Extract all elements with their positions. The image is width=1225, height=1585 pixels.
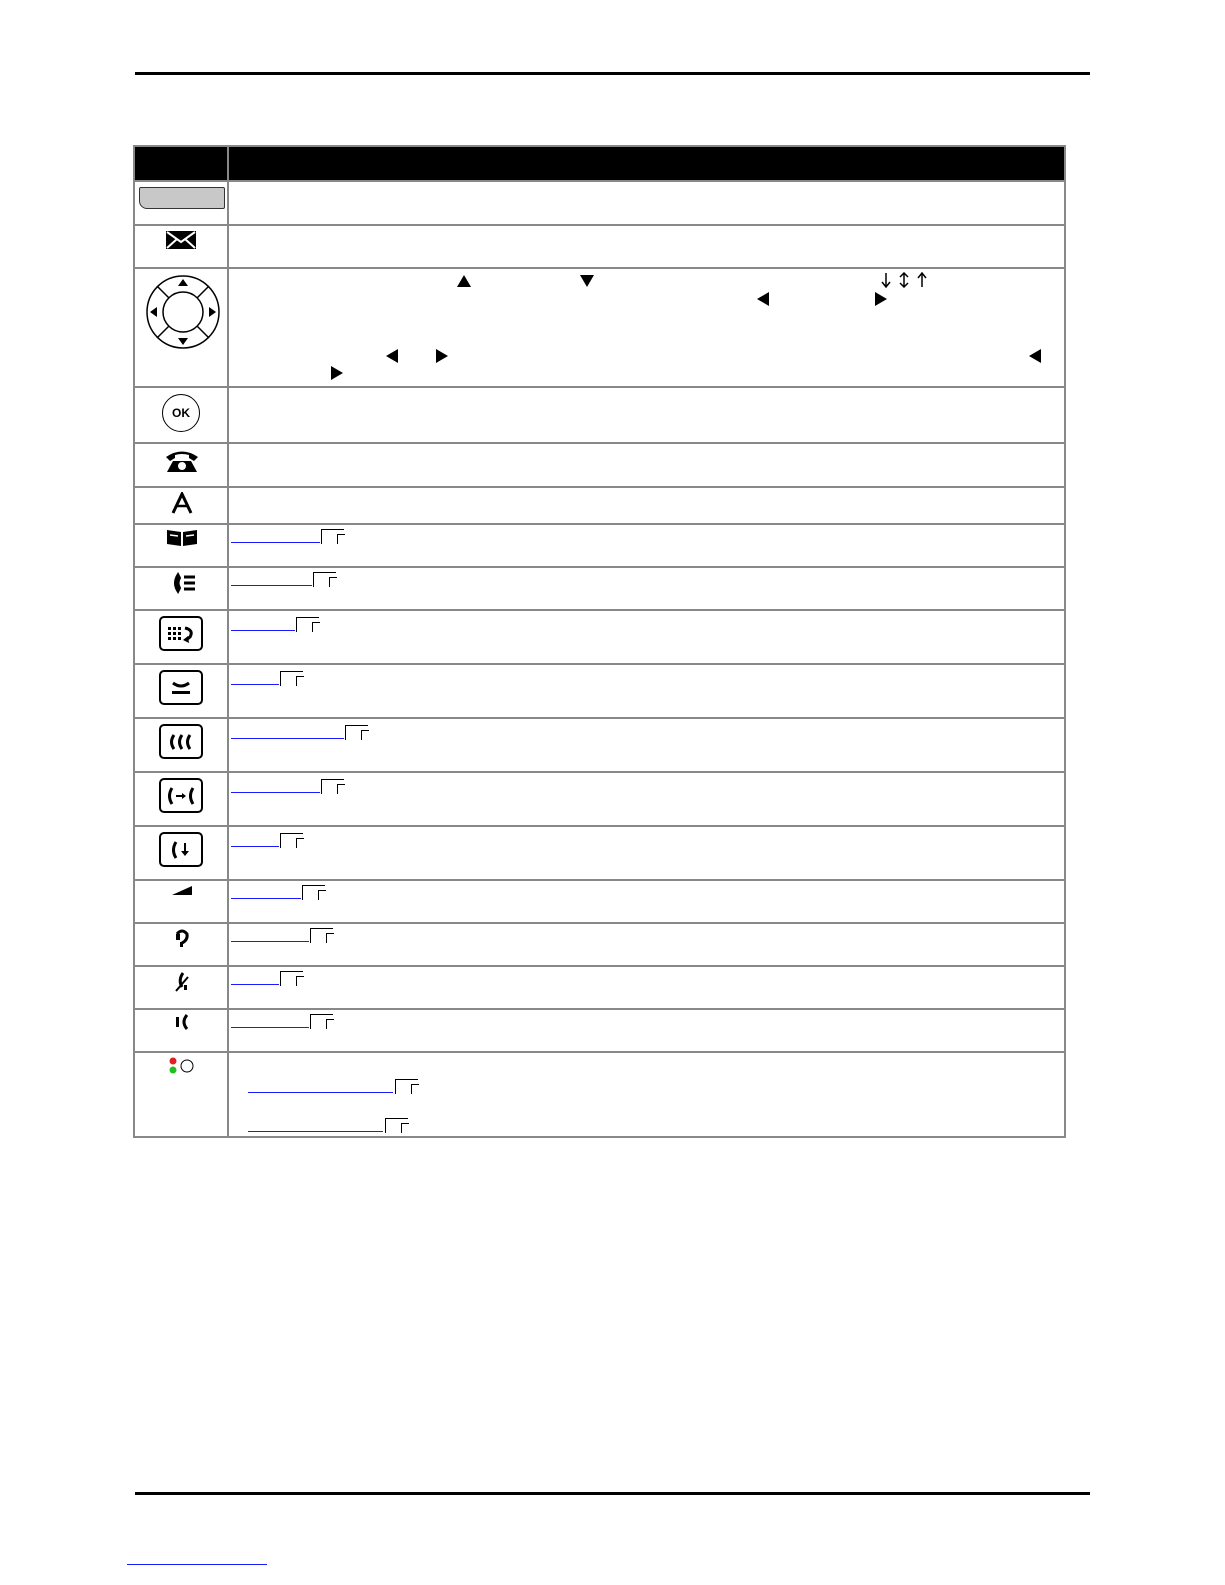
header-rule [135,72,1090,75]
help-link[interactable] [248,1092,393,1093]
table-row [134,524,1065,567]
page-reference-icon [310,1014,333,1029]
left-arrow-icon [1029,349,1041,363]
table-row [134,181,1065,225]
up-arrow-icon [457,275,471,287]
column-header-description [228,146,1065,181]
page-reference-icon [280,833,303,848]
ok-button-icon: OK [162,394,200,432]
hold-icon [159,670,203,705]
help-link[interactable] [231,898,301,899]
down-arrow-icon [580,275,594,287]
page-reference-icon [345,725,368,740]
table-row [134,1052,1065,1137]
help-link[interactable] [231,1027,309,1028]
page-reference-icon [280,671,303,686]
soft-key-icon [139,187,225,209]
page-reference-icon [280,971,303,986]
phone-handset-icon [164,448,200,474]
contacts-book-icon [166,528,198,548]
headset-icon [174,928,190,950]
footer-link[interactable] [127,1564,267,1565]
table-row [134,225,1065,268]
left-arrow-icon [386,349,398,363]
page-reference-icon [310,928,333,943]
help-link[interactable] [231,984,279,985]
right-arrow-icon [331,366,343,380]
table-row [134,966,1065,1009]
page-reference-icon [321,529,344,544]
transfer-icon [159,778,203,813]
table-row [134,387,1065,443]
redial-icon [159,616,203,651]
help-link[interactable] [231,738,344,739]
table-row [134,923,1065,966]
page-reference-icon [313,572,336,587]
column-header-key [134,146,228,181]
table-row [134,664,1065,718]
message-envelope-icon [165,230,197,250]
page-reference-icon [296,617,319,632]
table-row [134,880,1065,923]
footer-rule [135,1492,1090,1495]
table-row [134,772,1065,826]
key-reference-table [133,145,1066,1138]
page-reference-icon [321,779,344,794]
page-reference-icon [385,1118,408,1133]
help-link[interactable] [231,846,279,847]
help-link[interactable] [231,941,309,942]
help-link[interactable] [231,542,320,543]
status-lamps-icon [167,1056,195,1076]
help-link[interactable] [248,1131,383,1132]
left-arrow-icon [757,292,769,306]
table-row [134,610,1065,664]
right-arrow-icon [875,292,887,306]
letter-a-icon [171,492,193,514]
help-link[interactable] [231,585,312,586]
table-row [134,1009,1065,1052]
right-arrow-icon [436,349,448,363]
table-row [134,567,1065,610]
table-row [134,443,1065,487]
mute-icon [174,971,190,993]
drop-icon [159,832,203,867]
help-link[interactable] [231,684,279,685]
page-reference-icon [395,1079,418,1094]
help-link[interactable] [231,630,295,631]
table-row [134,268,1065,387]
volume-icon [172,886,192,896]
help-link[interactable] [231,792,320,793]
table-header-row [134,146,1065,181]
navigation-cluster-icon [144,274,222,350]
table-row [134,487,1065,524]
page-reference-icon [302,885,325,900]
call-log-icon [170,572,196,594]
conference-icon [159,724,203,759]
table-row [134,826,1065,880]
speaker-icon [175,1014,189,1030]
scroll-arrows-icon [881,272,927,288]
table-row [134,718,1065,772]
